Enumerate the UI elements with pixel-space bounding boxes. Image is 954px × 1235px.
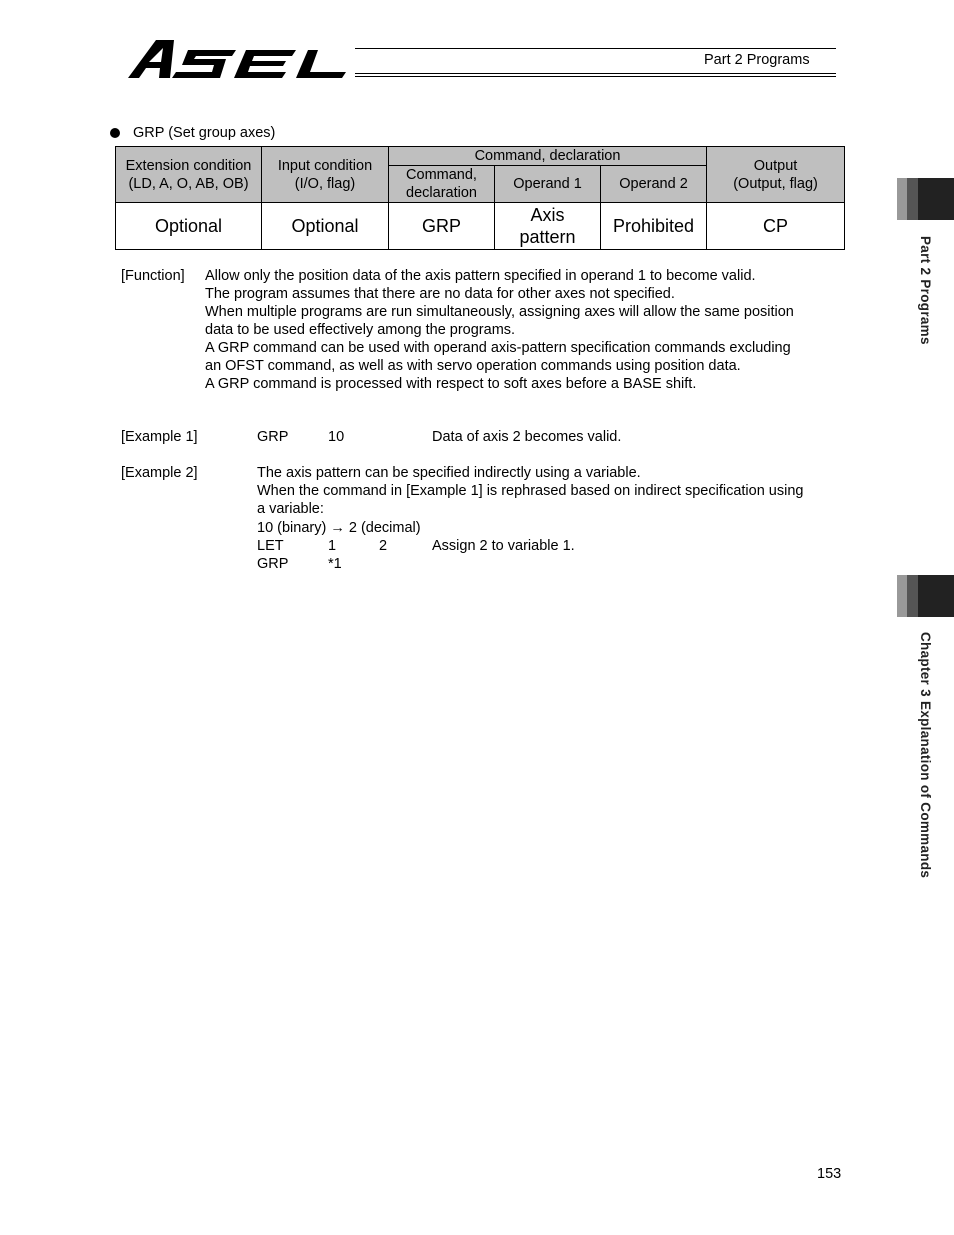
example-2-line: a variable: [257,501,324,517]
header-rule-bottom-2 [355,76,836,77]
code-comment: Assign 2 to variable 1. [432,538,575,554]
code-operand-1: *1 [328,556,342,572]
header-section-title: Part 2 Programs [704,52,810,68]
value-input-condition: Optional [262,203,389,250]
code-command: LET [257,538,284,554]
function-line: an OFST command, as well as with servo operation commands using position data. [205,358,741,374]
side-tab-2-stripe-mid [907,575,918,617]
header-input-condition: Input condition (I/O, flag) [262,147,389,203]
value-extension-condition: Optional [116,203,262,250]
example-2-line: 10 (binary) → 2 (decimal) [257,520,421,536]
function-line: When multiple programs are run simultaneously, assigning axes will allow the same position [205,304,794,320]
header-operand-1: Operand 1 [495,166,601,203]
page-number: 153 [817,1166,842,1182]
asel-logo [126,36,348,80]
code-operand-2: 2 [379,538,388,554]
function-line: A GRP command can be used with operand axis-pattern specification commands excluding [205,340,791,356]
side-tab-1-block [918,178,954,220]
code-operand-1: 1 [328,538,337,554]
value-operand-2: Prohibited [601,203,707,250]
side-tab-2-label: Chapter 3 Explanation of Commands [918,632,933,879]
function-line: data to be used effectively among the programs. [205,322,516,338]
example-1-command: GRP [257,429,289,445]
value-operand-1: Axis pattern [495,203,601,250]
code-command: GRP [257,556,289,572]
function-line: The program assumes that there are no data for other axes not specified. [205,286,675,302]
header-command-group: Command, declaration [389,147,707,166]
header-extension-condition: Extension condition (LD, A, O, AB, OB) [116,147,262,203]
side-tab-1-stripe-mid [907,178,918,220]
example-2-line: When the command in [Example 1] is rephrased based on indirect specification using [257,483,804,499]
header-operand-2: Operand 2 [601,166,707,203]
side-tab-2-stripe-light [897,575,907,617]
value-command: GRP [389,203,495,250]
function-line: Allow only the position data of the axis pattern specified in operand 1 to become valid. [205,268,756,284]
example-1-label: [Example 1] [121,429,198,445]
bullet-icon [110,128,120,138]
header-rule-top [355,48,836,49]
header-output: Output (Output, flag) [707,147,845,203]
command-table [115,146,845,250]
command-title: GRP (Set group axes) [133,125,276,141]
side-tab-1-stripe-light [897,178,907,220]
side-tab-1-label: Part 2 Programs [918,236,933,345]
example-2-line: The axis pattern can be specified indirectly using a variable. [257,465,641,481]
function-label: [Function] [121,268,185,284]
value-output: CP [707,203,845,250]
example-1-operand-1: 10 [328,429,345,445]
example-2-label: [Example 2] [121,465,198,481]
header-rule-bottom-1 [355,73,836,74]
side-tab-2-block [918,575,954,617]
function-line: A GRP command is processed with respect to soft axes before a BASE shift. [205,376,697,392]
header-command: Command, declaration [389,166,495,203]
example-1-comment: Data of axis 2 becomes valid. [432,429,622,445]
